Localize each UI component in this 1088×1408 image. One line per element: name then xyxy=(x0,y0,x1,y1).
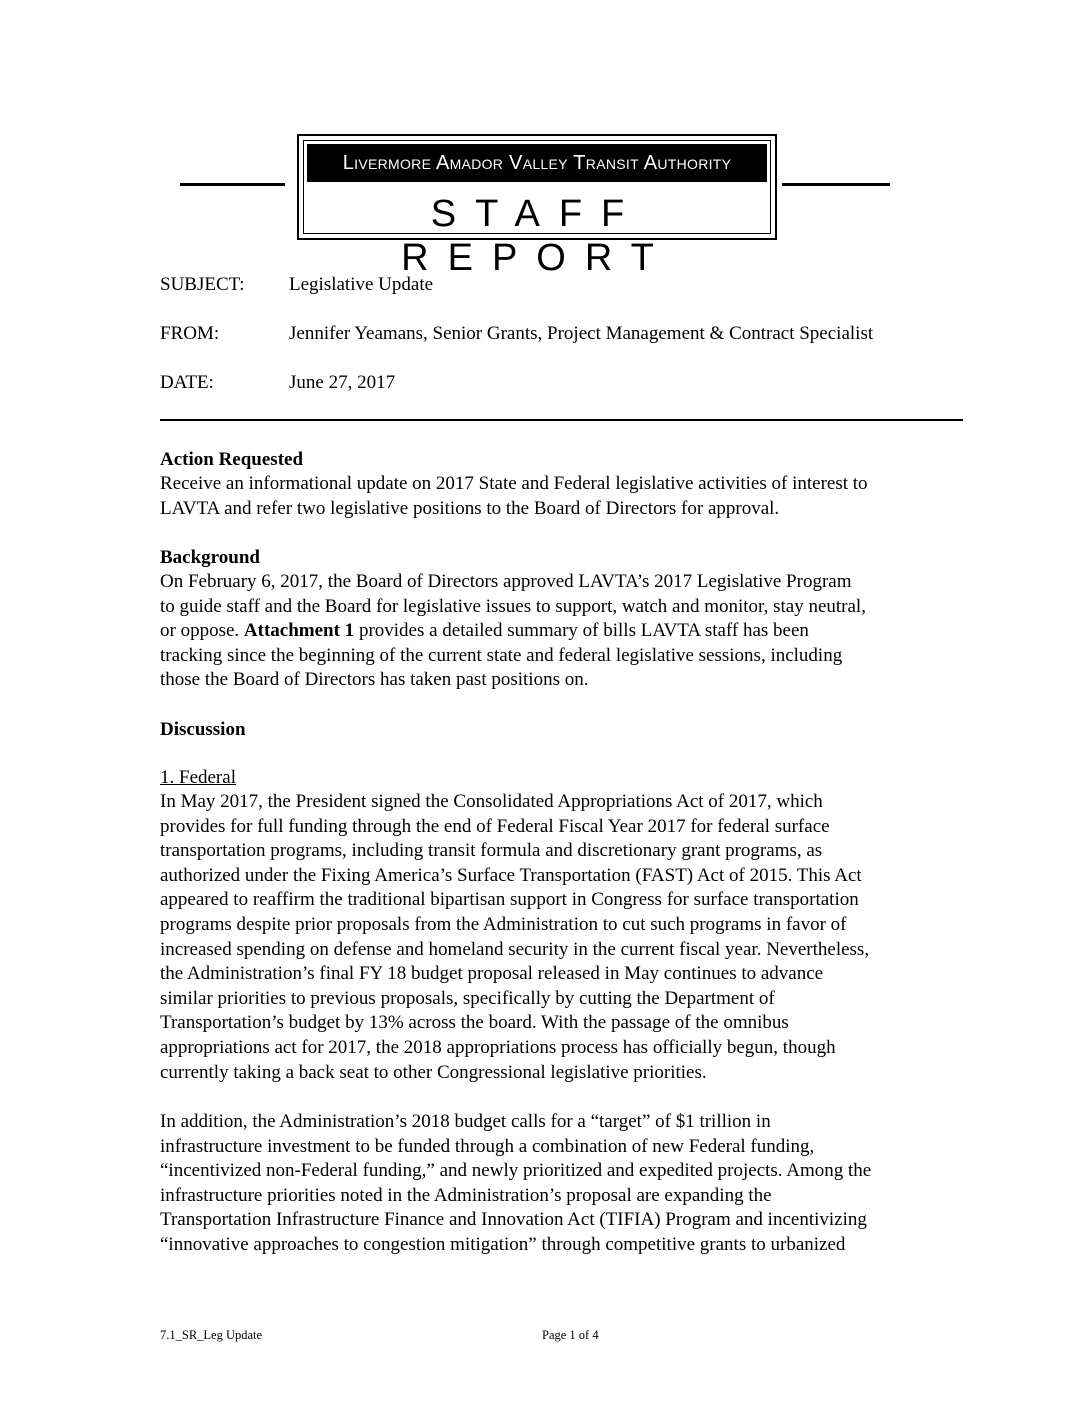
paragraph-line: In addition, the Administration’s 2018 budget calls for a “target” of $1 trillion in xyxy=(160,1111,771,1132)
from-label: FROM: xyxy=(160,323,220,344)
attachment-reference: Attachment 1 xyxy=(243,620,355,642)
paragraph-line: On February 6, 2017, the Board of Directors approved LAVTA’s 2017 Legislative Program xyxy=(160,571,852,592)
paragraph-line: provides for full funding through the end of Federal Fiscal Year 2017 for federal surface xyxy=(160,815,830,837)
meta-divider xyxy=(160,419,963,421)
paragraph-line: Receive an informational update on 2017 State and Federal legislative activities of interest to xyxy=(160,473,868,494)
footer-page-number: Page 1 of 4 xyxy=(542,1328,599,1342)
paragraph-line: to guide staff and the Board for legislative issues to support, watch and monitor, stay neutral, xyxy=(160,595,866,617)
paragraph-line: tracking since the beginning of the current state and federal legislative sessions, including xyxy=(160,644,843,666)
federal-heading: 1. Federal xyxy=(160,767,236,788)
federal-paragraph xyxy=(160,790,970,1085)
footer-doc-id: 7.1_SR_Leg Update xyxy=(160,1328,263,1342)
date-value: June 27, 2017 xyxy=(289,372,396,393)
paragraph-line: appropriations act for 2017, the 2018 appropriations process has officially begun, though xyxy=(160,1036,836,1058)
paragraph-line: currently taking a back seat to other Congressional legislative priorities. xyxy=(160,1061,707,1083)
agency-name: Livermore Amador Valley Transit Authority xyxy=(307,144,767,182)
paragraph-line: Transportation Infrastructure Finance and Innovation Act (TIFIA) Program and incentivizing xyxy=(160,1209,867,1231)
action-requested-heading: Action Requested xyxy=(160,449,304,470)
header-left-rule xyxy=(180,183,285,186)
line-text: or oppose. xyxy=(160,620,244,642)
report-type: STAFF REPORT xyxy=(401,193,673,279)
subject-value: Legislative Update xyxy=(289,274,434,295)
background-heading: Background xyxy=(160,547,260,568)
line-text: provides a detailed summary of bills LAVTA staff has been xyxy=(354,620,809,642)
paragraph-line: “innovative approaches to congestion mitigation” through competitive grants to urbanized xyxy=(160,1233,846,1255)
paragraph-line: infrastructure priorities noted in the Administration’s proposal are expanding the xyxy=(160,1184,772,1206)
paragraph-line: In May 2017, the President signed the Consolidated Appropriations Act of 2017, which xyxy=(160,791,823,812)
date-label: DATE: xyxy=(160,372,214,393)
paragraph-line xyxy=(160,619,970,644)
paragraph-line: programs despite prior proposals from the Administration to cut such programs in favor of xyxy=(160,913,847,935)
paragraph-line: similar priorities to previous proposals, specifically by cutting the Department of xyxy=(160,987,775,1009)
subject-label: SUBJECT: xyxy=(160,274,245,295)
addition-paragraph xyxy=(160,1110,970,1258)
paragraph-line: authorized under the Fixing America’s Surface Transportation (FAST) Act of 2015. This Act xyxy=(160,864,862,886)
paragraph-line: appeared to reaffirm the traditional bipartisan support in Congress for surface transportation xyxy=(160,889,859,911)
background-paragraph xyxy=(160,570,970,693)
paragraph-line: increased spending on defense and homeland security in the current fiscal year. Nevertheless, xyxy=(160,938,870,960)
header-right-rule xyxy=(782,183,890,186)
paragraph-line: transportation programs, including transit formula and discretionary grant programs, as xyxy=(160,840,823,862)
from-value: Jennifer Yeamans, Senior Grants, Project Management & Contract Specialist xyxy=(289,323,874,344)
paragraph-line: LAVTA and refer two legislative positions to the Board of Directors for approval. xyxy=(160,497,780,519)
paragraph-line: infrastructure investment to be funded through a combination of new Federal funding, xyxy=(160,1135,815,1157)
action-requested-paragraph xyxy=(160,472,970,521)
agency-logo xyxy=(297,134,777,279)
discussion-heading: Discussion xyxy=(160,719,246,740)
paragraph-line: those the Board of Directors has taken past positions on. xyxy=(160,669,589,691)
paragraph-line: the Administration’s final FY 18 budget proposal released in May continues to advance xyxy=(160,963,824,985)
paragraph-line: Transportation’s budget by 13% across the board. With the passage of the omnibus xyxy=(160,1012,789,1034)
paragraph-line: “incentivized non-Federal funding,” and newly prioritized and expedited projects. Among the xyxy=(160,1160,872,1182)
